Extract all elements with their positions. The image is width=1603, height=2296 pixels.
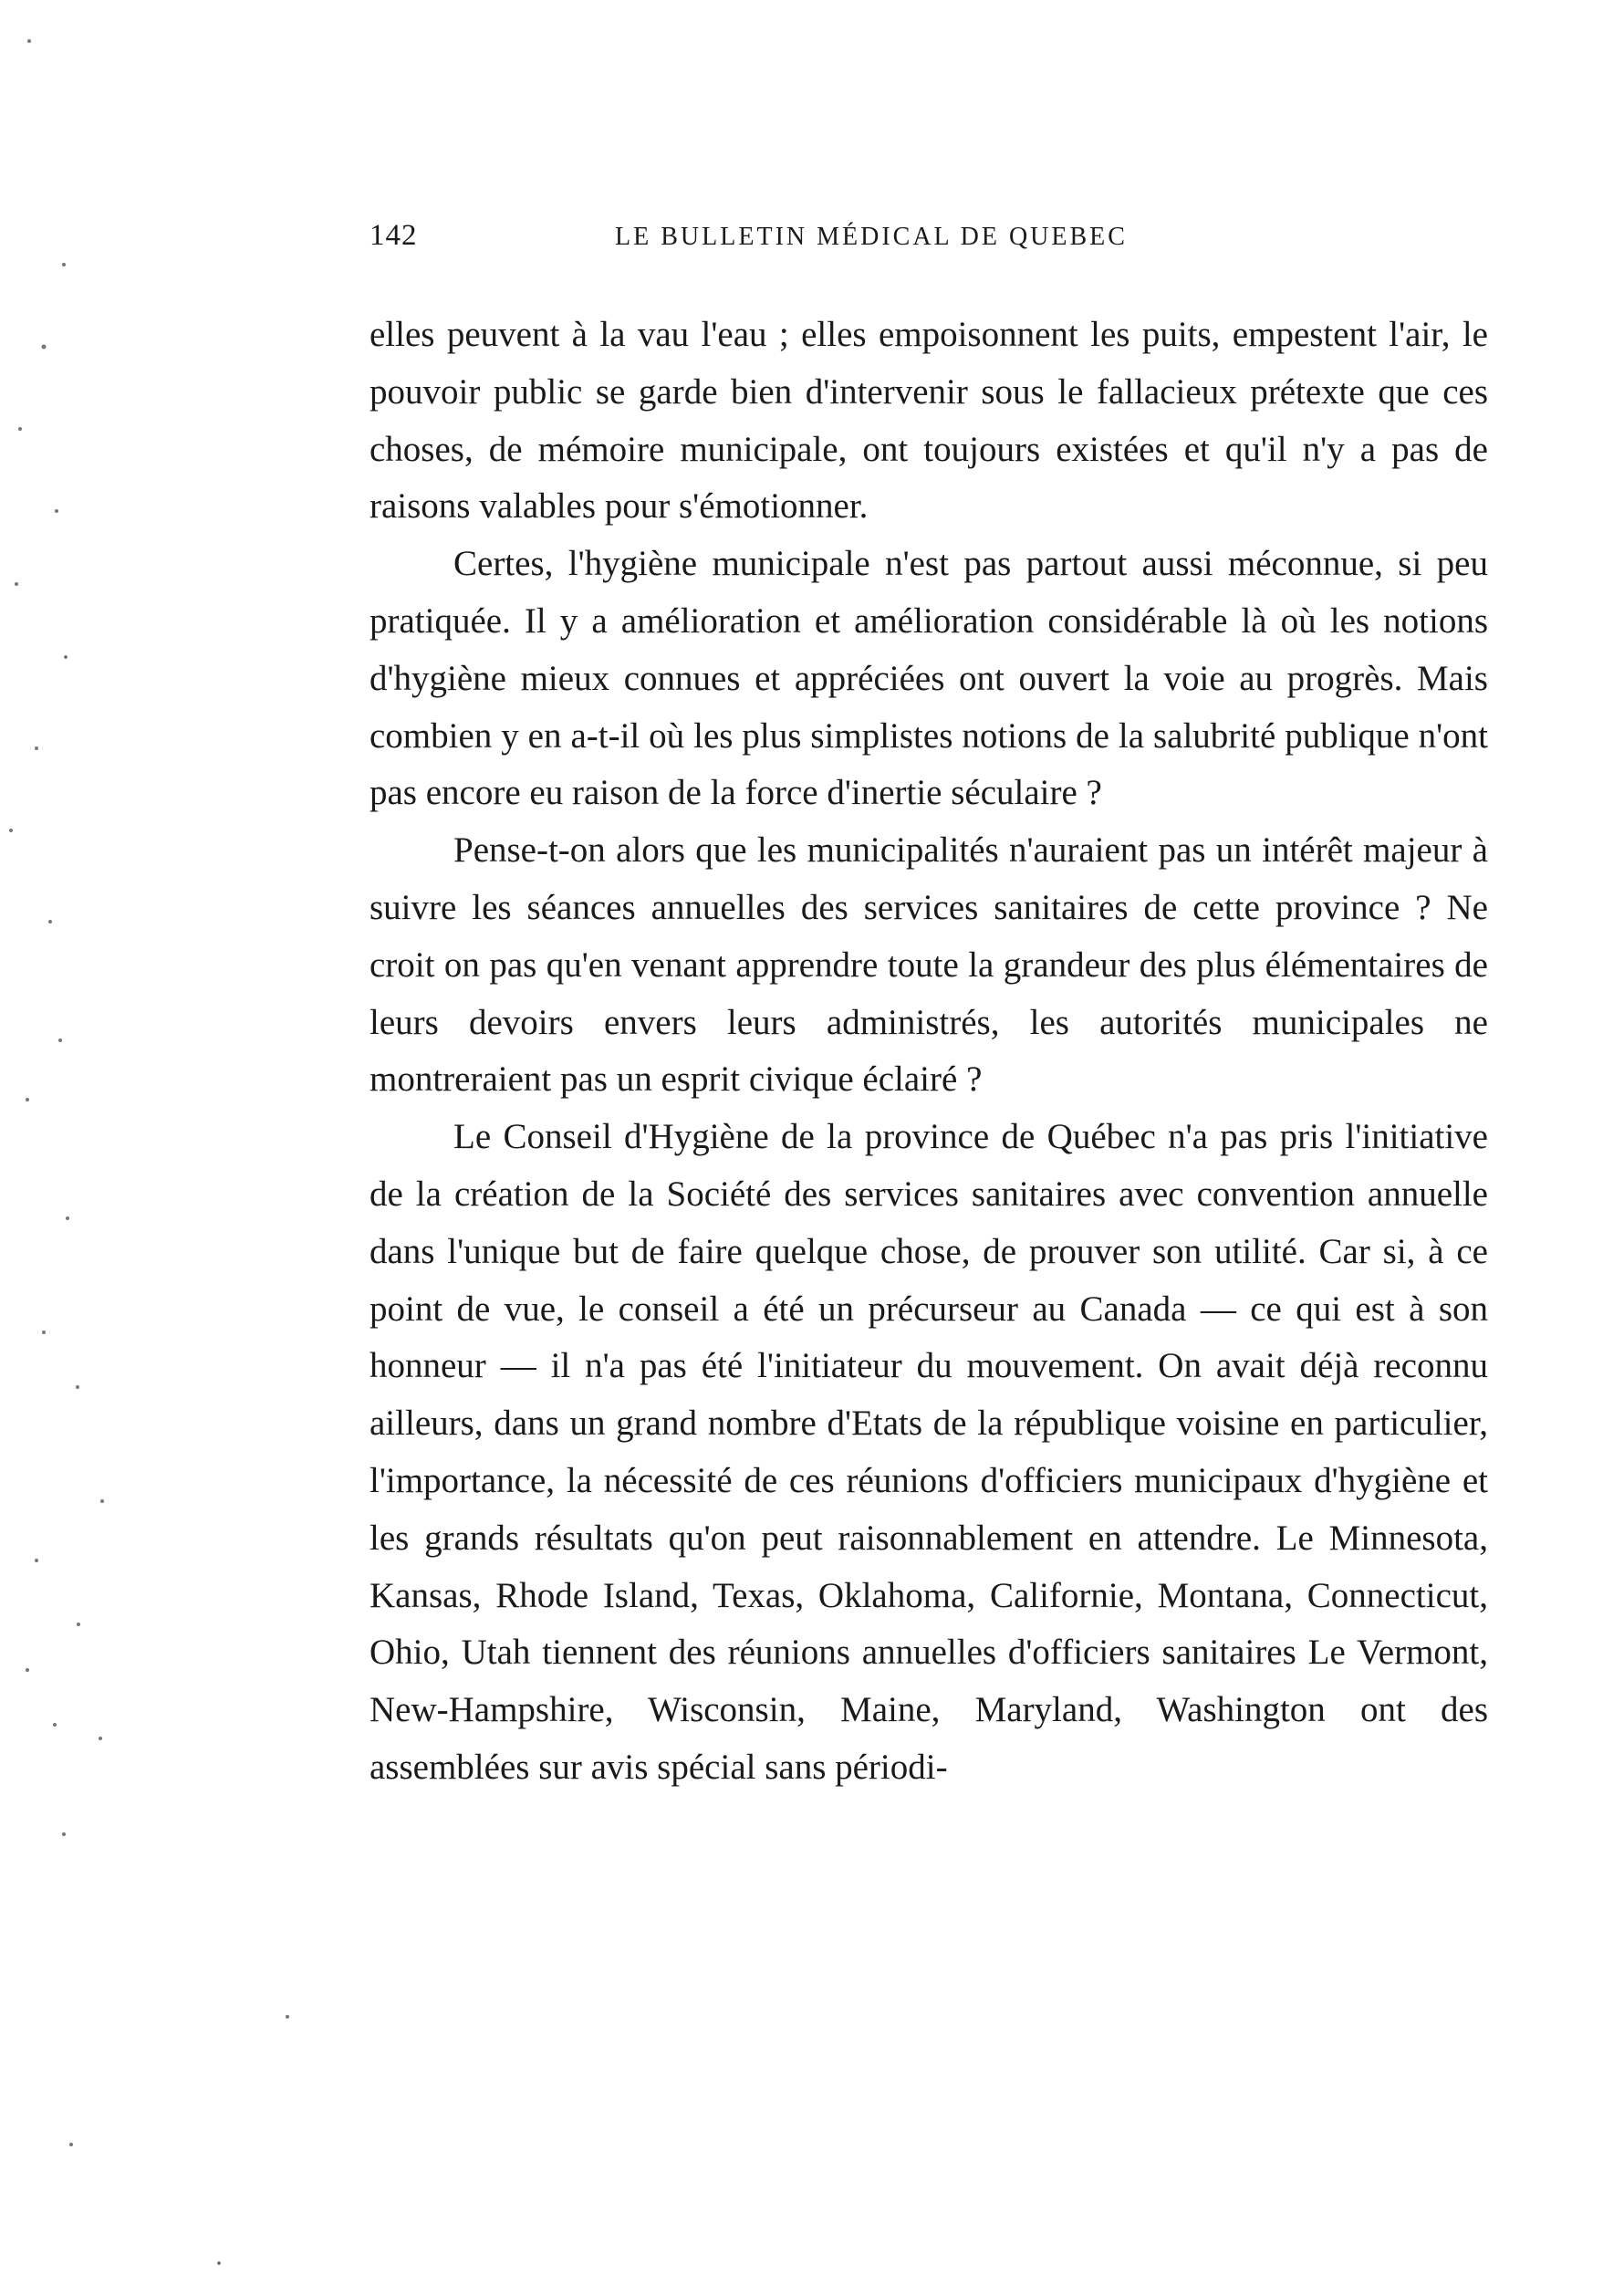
paragraph-2: Certes, l'hygiène municipale n'est pas partout aussi méconnue, si peu pratiquée. Il y a amélioration et amélioration considérable là où les notions d'hygiène mieux connues et appréciées ont ouvert la voie au progrès. Mais combien y en a-t-il où les plus simplistes notions de la salubrité publique n'ont pas encore eu raison de la force d'inertie séculaire ? — [370, 544, 1488, 813]
paragraph-4: Le Conseil d'Hygiène de la province de Québec n'a pas pris l'initiative de la création de la Société des services sanitaires avec convention annuelle dans l'unique but de faire quelque chose, de prouver son utilité. Car si, à ce point de vue, le conseil a été un précurseur au Canada — ce qui est à son honneur — il n'a pas été l'initiateur du mouvement. On avait déjà reconnu ailleurs, dans un grand nombre d'Etats de la république voisine en particulier, l'importance, la nécessité de ces réunions d'officiers municipaux d'hygiène et les grands résultats qu'on peut raisonnablement en attendre. Le Minnesota, Kansas, Rhode Island, Texas, Oklahoma, Californie, Montana, Connecticut, Ohio, Utah tiennent des réunions annuelles d'officiers sanitaires Le Vermont, New-Hampshire, Wisconsin, Maine, Maryland, Washington ont des assemblées sur avis spécial sans périodi- — [370, 1117, 1488, 1787]
page-header — [370, 219, 1259, 265]
paragraph-1: elles peuvent à la vau l'eau ; elles empoisonnent les puits, empestent l'air, le pouvoir public se garde bien d'intervenir sous le fallacieux prétexte que ces choses, de mémoire municipale, ont toujours existées et qu'il n'y a pas de raisons valables pour s'émotionner. — [370, 315, 1488, 527]
page-number: 142 — [370, 219, 418, 252]
running-title: LE BULLETIN MÉDICAL DE QUEBEC — [615, 223, 1128, 251]
body-text — [370, 307, 1488, 1797]
paragraph-3: Pense-t-on alors que les municipalités n'auraient pas un intérêt majeur à suivre les séances annuelles des services sanitaires de cette province ? Ne croit on pas qu'en venant apprendre toute la grandeur des plus élémentaires de leurs devoirs envers leurs administrés, les autorités municipales ne montreraient pas un esprit civique éclairé ? — [370, 830, 1488, 1100]
